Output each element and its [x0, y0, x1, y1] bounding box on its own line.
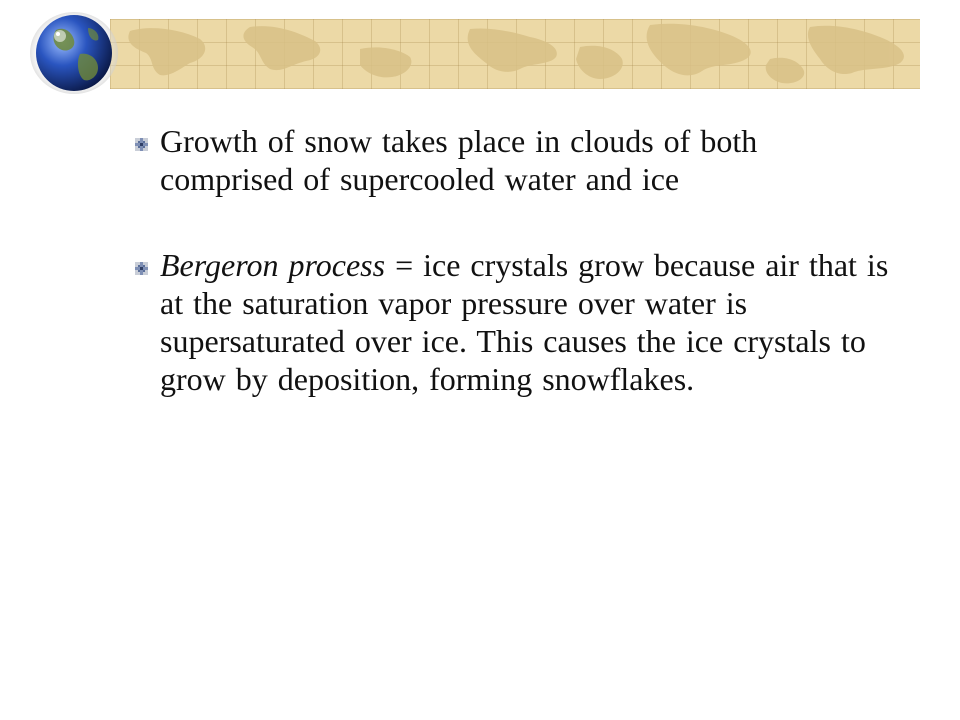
bullet-list — [130, 122, 890, 398]
bullet-body: Growth of snow takes place in clouds of both comprised of supercooled water and ice — [160, 123, 758, 197]
bullet-item — [130, 122, 890, 198]
bullet-lead-term: Bergeron process — [160, 247, 386, 283]
bullet-text — [160, 246, 890, 398]
bullet-body: = ice crystals grow because air that is at the saturation vapor pressure over water is supersaturated over ice. This causes the ice crystals to grow by deposition, forming snowflakes. — [160, 247, 889, 397]
bullet-item — [130, 246, 890, 398]
world-map-icon — [110, 19, 920, 89]
bullet-text — [160, 122, 890, 198]
world-map-banner — [110, 19, 920, 89]
globe-icon — [28, 10, 120, 96]
gear-bullet-icon — [135, 138, 148, 151]
gear-bullet-icon — [135, 262, 148, 275]
